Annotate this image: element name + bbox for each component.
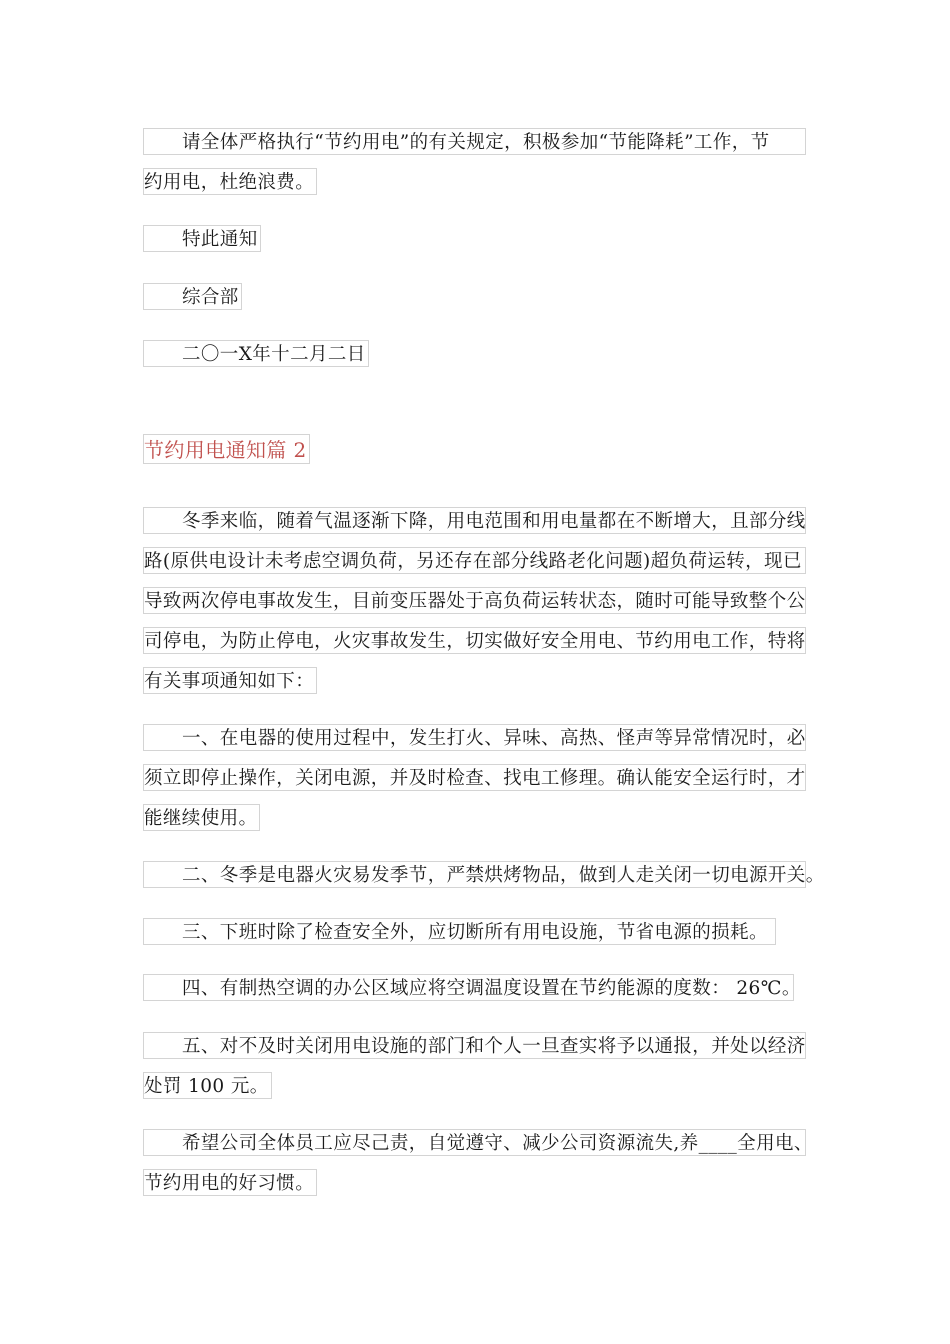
paragraph-energy-saving-request (143, 122, 806, 202)
text-line: 希望公司全体员工应尽己责，自觉遵守、减少公司资源流失,养____全用电、 (143, 1129, 806, 1156)
text-line: 节约用电的好习惯。 (143, 1169, 317, 1196)
paragraph-item-2 (143, 855, 825, 895)
text-line: 二、冬季是电器火灾易发季节，严禁烘烤物品，做到人走关闭一切电源开关。 (143, 861, 806, 888)
text-line: 司停电，为防止停电，火灾事故发生，切实做好安全用电、节约用电工作，特将 (143, 627, 806, 654)
text-line: 四、有制热空调的办公区域应将空调温度设置在节约能源的度数： 26℃。 (143, 974, 794, 1001)
paragraph-item-3 (143, 912, 806, 952)
paragraph-date (143, 334, 806, 374)
paragraph-item-1 (143, 718, 806, 838)
text-line: 二〇一X年十二月二日 (143, 340, 369, 367)
text-line: 处罚 100 元。 (143, 1072, 272, 1099)
paragraph-department (143, 277, 806, 317)
paragraph-item-4 (143, 968, 806, 1008)
text-line: 综合部 (143, 283, 242, 310)
text-line: 导致两次停电事故发生，目前变压器处于高负荷运转状态，随时可能导致整个公 (143, 587, 806, 614)
paragraph-notice-closing (143, 219, 806, 259)
text-line: 一、在电器的使用过程中，发生打火、异味、高热、怪声等异常情况时，必 (143, 724, 806, 751)
text-line: 有关事项通知如下： (143, 667, 317, 694)
text-line: 三、下班时除了检查安全外，应切断所有用电设施，节省电源的损耗。 (143, 918, 776, 945)
text-line: 五、对不及时关闭用电设施的部门和个人一旦查实将予以通报，并处以经济 (143, 1032, 806, 1059)
paragraph-item-5 (143, 1026, 806, 1106)
text-line: 冬季来临，随着气温逐渐下降，用电范围和用电量都在不断增大，且部分线 (143, 507, 806, 534)
text-line: 特此通知 (143, 225, 261, 252)
section-heading (143, 428, 806, 471)
text-line: 能继续使用。 (143, 804, 260, 831)
text-line: 须立即停止操作，关闭电源，并及时检查、找电工修理。确认能安全运行时，才 (143, 764, 806, 791)
text-line: 路(原供电设计未考虑空调负荷，另还存在部分线路老化问题)超负荷运转，现已 (143, 547, 806, 574)
paragraph-winter-context (143, 501, 806, 701)
paragraph-closing-hope (143, 1123, 813, 1203)
text-line: 约用电，杜绝浪费。 (143, 168, 317, 195)
heading-line: 节约用电通知篇 2 (143, 434, 310, 464)
text-line: 请全体严格执行“节约用电”的有关规定，积极参加“节能降耗”工作，节 (143, 128, 806, 155)
